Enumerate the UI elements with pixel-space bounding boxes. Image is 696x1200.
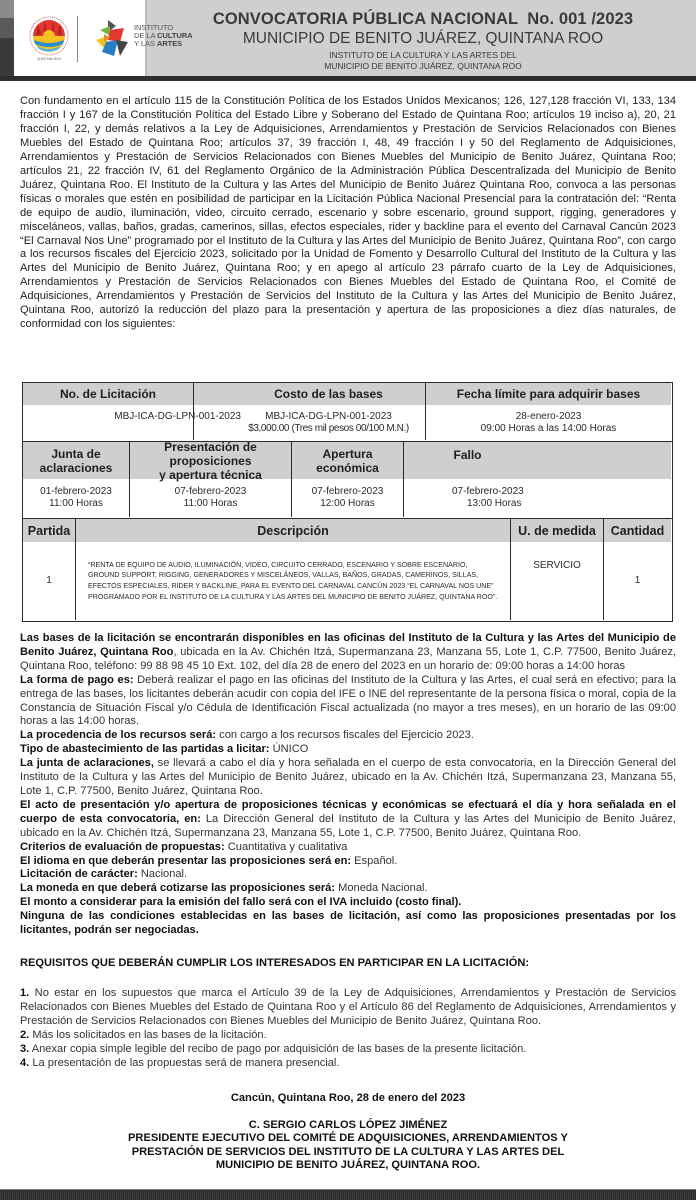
cell-cantidad: 1 <box>634 575 641 586</box>
header-descripcion: Descripción <box>76 519 511 542</box>
header-junta-aclaraciones: Junta de aclaraciones <box>23 442 130 479</box>
signatory-name: C. SERGIO CARLOS LÓPEZ JIMÉNEZ <box>248 1118 448 1131</box>
header-costo-bases: Costo de las bases <box>194 383 426 405</box>
header-unidad-medida: U. de medida <box>511 519 604 542</box>
condition-junta: La junta de aclaraciones, se llevará a cabo el día y hora señalada en el cuerpo de esta convocatoria, en la Dirección General del Instituto de la Cultura y las Artes del Municipio de Benito Juárez, ubicado en la Av. Chichén Itzá, Supermanzana 23, Manzana 55, Lote 1, C.P. 77500, Benito Juárez, Quintana Roo. <box>20 757 676 797</box>
condition-idioma: El idioma en que deberán presentar las proposiciones será en: Español. <box>20 854 398 867</box>
value-fecha-limite: 28-enero-2023 09:00 Horas a las 14:00 Horas <box>480 410 617 434</box>
bidding-info-table <box>22 382 673 442</box>
list-item: 4. La presentación de las propuestas será de manera presencial. <box>20 1056 340 1069</box>
requirements-title: REQUISITOS QUE DEBERÁN CUMPLIR LOS INTERESADOS EN PARTICIPAR EN LA LICITACIÓN: <box>20 957 530 969</box>
header-apertura-economica: Apertura económica <box>292 442 404 479</box>
header-fecha-limite: Fecha límite para adquirir bases <box>426 383 671 405</box>
schedule-table <box>22 441 673 519</box>
conditions-section <box>20 632 676 938</box>
page-header <box>0 0 696 76</box>
cell-partida: 1 <box>23 542 76 620</box>
value-junta-aclaraciones: 01-febrero-2023 11:00 Horas <box>23 479 130 517</box>
list-item: 2. Más los solicitados en las bases de la licitación. <box>20 1028 267 1041</box>
signatory-role-line-1: PRESIDENTE EJECUTIVO DEL COMITÉ DE ADQUISICIONES, ARRENDAMIENTOS Y <box>128 1132 568 1144</box>
page-title: CONVOCATORIA PÚBLICA NACIONAL No. 001 /2023 <box>212 10 634 28</box>
condition-forma-pago: La forma de pago es: Deberá realizar el pago en las oficinas del Instituto de la Cultura y las Artes, el cual será en efectivo; para la entrega de las bases, los licitantes deberán acudir con copia del IFE o INE del representante de la persona física o moral, copia de la Constancia de Situación Fiscal y/o Cédula de Identificación Fiscal actualizada (no mayor a tres meses), en un horario de las 09:00 horas a las 14:00 horas. <box>20 673 677 728</box>
value-fallo: 07-febrero-2023 13:00 Horas <box>452 486 524 509</box>
title-block <box>150 0 696 76</box>
page-subtitle: MUNICIPIO DE BENITO JUÁREZ, QUINTANA ROO <box>242 30 604 47</box>
header-no-licitacion: No. de Licitación <box>23 383 194 405</box>
requirements-list <box>20 987 676 1070</box>
institute-logo-icon <box>94 18 130 60</box>
value-apertura-economica: 07-febrero-2023 12:00 Horas <box>292 479 404 517</box>
header-presentacion: Presentación de proposiciones y apertura técnica <box>130 442 292 479</box>
logo-divider <box>77 16 78 62</box>
condition-criterios: Criterios de evaluación de propuestas: Cuantitativa y cualitativa <box>20 840 348 853</box>
logo-area <box>14 0 193 76</box>
institution-line-1: INSTITUTO DE LA CULTURA Y LAS ARTES DEL <box>329 50 517 60</box>
header-divider <box>0 76 696 81</box>
condition-monto: El monto a considerar para la emisión del fallo será con el IVA incluido (costo final). <box>20 896 462 909</box>
signatory-role-line-3: MUNICIPIO DE BENITO JUÁREZ, QUINTANA ROO. <box>215 1159 481 1171</box>
municipio-seal-icon <box>28 14 70 62</box>
condition-acto-presentacion: El acto de presentación y/o apertura de proposiciones técnicas y económicas se efectuará el día y hora señalada en el cuerpo de esta convocatoria, en: La Dirección General del Instituto de la Cultura y las Artes del Municipio de Benito Juárez, ubicado en la Av. Chichén Itzá, Supermanzana 23, Manzana 55, Lote 1, C.P. 77500, Benito Juárez, Quintana Roo. <box>20 798 676 839</box>
logo-text-line1: INSTITUTO <box>134 23 174 32</box>
signatory-role-line-2: PRESTACIÓN DE SERVICIOS DEL INSTITUTO DE LA CULTURA Y LAS ARTES DEL <box>131 1145 565 1158</box>
header-edge-strip <box>0 0 14 76</box>
intro-paragraph: Con fundamento en el artículo 115 de la Constitución Política de los Estados Unidos Mexicanos; 126, 127,128 fracción VI, 133, 134 fracción I y 167 de la Constitución Política del Estado Libre y Soberano del Estado de Quintana Roo; artículos 19 inciso a), 20, 21 fracción I, 22, y demás relativos a la Ley de Adquisiciones, Arrendamientos y Prestación de Servicios Relacionados con Bienes Muebles del Estado de Quintana Roo; artículos 37, 39 fracción I, 48, 49 fracción I y 50 del Reglamento de Adquisiciones, Arrendamientos y Prestación de Servicios Relacionados con Bienes Muebles del Municipio de Benito Juárez, Quintana Roo; artículos 21, 22 fracción IV, 61 del Reglamento Orgánico de la Administración Pública Descentralizada del Municipio de Benito Juárez, Quintana Roo. El Instituto de la Cultura y las Artes del Municipio de Benito Juárez Quintana Roo, convoca a las personas físicas o morales que estén en posibilidad de participar en la Licitación Pública Nacional Presencial para la contratación del: “Renta de equipo de audio, iluminación, video, circuito cerrado, escenario y sobre escenario, ground support, rigging, generadores y misceláneos, vallas, baños, gradas, camerinos, sillas, efectos especiales, rider y backline para el evento del Carnaval Cancún 2023 “El Carnaval Nos Une” programado por el Instituto de la Cultura y las Artes del Municipio de Benito Juárez, Quintana Roo”, con cargo a los recursos fiscales del Ejercicio 2023, solicitado por la Unidad de Fomento y Desarrollo Cultural del Instituto de la Cultura y las Artes del Municipio de Benito Juárez, Quintana Roo; y en apego al artículo 23 párrafo cuarto de la Ley de Adquisiciones, Arrendamientos y Prestación de Servicios Relacionados con Bienes Muebles del Estado de Quintana Roo, el Comité de Adquisiciones, Arrendamientos y Prestación de Servicios del Instituto de la Cultura y las Artes del Municipio de Benito Juárez, Quintana Roo, autorizó la reducción del plazo para la presentación y apertura de las proposiciones a diez días naturales, de conformidad con los siguientes: <box>20 95 676 331</box>
list-item: 3. Anexar copia simple legible del recibo de pago por adquisición de las bases de la presente licitación. <box>20 1042 527 1055</box>
institution-line-2: MUNICIPIO DE BENITO JUÁREZ, QUINTANA ROO <box>324 61 522 71</box>
value-no-licitacion: MBJ-ICA-DG-LPN-001-2023 <box>23 405 194 440</box>
condition-bases: Las bases de la licitación se encontrarán disponibles en las oficinas del Instituto de la Cultura y las Artes del Municipio de Benito Juárez, Quintana Roo, ubicada en la Av. Chichén Itzá, Supermanzana 23, Manzana 55, Lote 1, C.P. 77500, Benito Juárez, Quintana Roo, teléfono: 99 88 98 45 10 Ext. 102, del día 28 de enero del 2023 en un horario de: 09:00 horas a 14:00 horas <box>20 632 676 672</box>
table-row <box>23 542 672 620</box>
condition-procedencia: La procedencia de los recursos será: con cargo a los recursos fiscales del Ejercicio 2023. <box>20 729 474 742</box>
header-fallo: Fallo <box>404 442 671 479</box>
logo-text-line2: DE LA CULTURA <box>134 31 193 40</box>
footer-bar <box>0 1189 696 1200</box>
condition-caracter: Licitación de carácter: Nacional. <box>20 868 188 881</box>
value-presentacion: 07-febrero-2023 11:00 Horas <box>130 479 292 517</box>
cell-descripcion: “RENTA DE EQUIPO DE AUDIO, ILUMINACIÓN, VIDEO, CIRCUITO CERRADO, ESCENARIO Y SOBRE ESCENARIO, GROUND SUPPORT, RIGGING, GENERADORES Y MISCELÁNEOS, VALLAS, BAÑOS, GRADAS, CAMERINOS, SILLAS, EFECTOS ESPECIALES, RIDER Y BACKLINE, PARA EL EVENTO DEL CARNAVAL CANCÚN 2023 “EL CARNAVAL NOS UNE” PROGRAMADO POR EL INSTITUTO DE LA CULTURA Y LAS ARTES DEL MUNICIPIO DE BENITO JUÁREZ, QUINTANA ROO”. <box>76 542 511 620</box>
cell-unidad-medida: SERVICIO <box>511 542 604 620</box>
logo-text-line3: Y LAS ARTES <box>134 39 183 48</box>
svg-text:QUINTANA ROO: QUINTANA ROO <box>36 57 62 61</box>
condition-negociacion: Ninguna de las condiciones establecidas en las bases de licitación, así como las proposiciones presentadas por los licitantes, podrán ser negociadas. <box>20 910 676 937</box>
items-table <box>22 518 673 622</box>
signature-block <box>0 1092 696 1173</box>
condition-abastecimiento: Tipo de abastecimiento de las partidas a licitar: ÚNICO <box>20 743 309 756</box>
header-cantidad: Cantidad <box>604 519 671 542</box>
header-partida: Partida <box>23 519 76 542</box>
value-costo-bases: MBJ-ICA-DG-LPN-001-2023 $3,000.00 (Tres mil pesos 00/100 M.N.) <box>194 405 426 440</box>
list-item: 1. No estar en los supuestos que marca el Artículo 39 de la Ley de Adquisiciones, Arrendamientos y Prestación de Servicios Relacionados con Bienes Muebles del Estado de Quintana Roo y el Artículo 86 del Reglamento de Adquisiciones, Arrendamientos y Prestación de Servicios Relacionados con Bienes Muebles del Municipio de Benito Juárez, Quintana Roo. <box>20 987 676 1027</box>
place-date: Cancún, Quintana Roo, 28 de enero del 2023 <box>230 1092 466 1104</box>
condition-moneda: La moneda en que deberá cotizarse las proposiciones será: Moneda Nacional. <box>20 882 428 895</box>
